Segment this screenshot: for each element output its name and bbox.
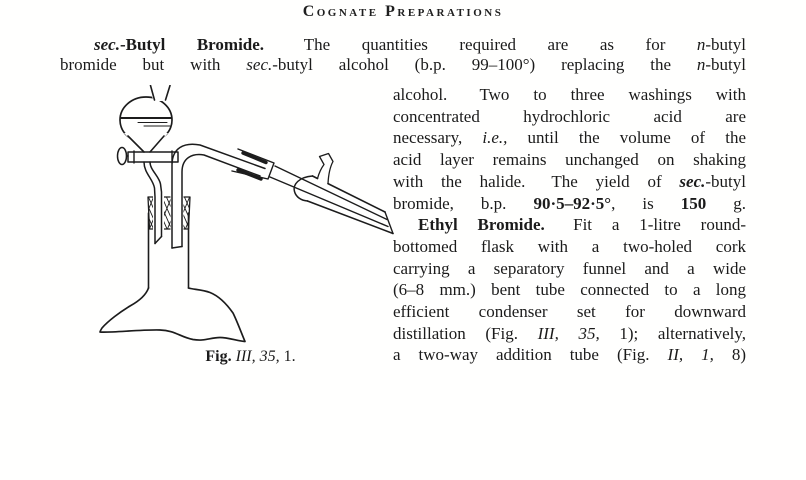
text-line: [393, 279, 746, 301]
text-line: [393, 149, 746, 171]
text-run: III, 35,: [537, 323, 600, 343]
text-run: necessary,: [393, 128, 483, 148]
text-run: alcohol. Two to three washings with: [393, 85, 746, 104]
text-line: [393, 193, 746, 215]
text-run: bromide, b.p.: [393, 193, 534, 213]
text-run: with the halide. The yield of: [393, 171, 680, 191]
figure-caption: [138, 348, 363, 366]
text-run: sec.: [679, 171, 706, 191]
text-line: [138, 348, 363, 366]
text-run: Fit a 1-litre round-: [544, 215, 746, 235]
text-run: 150: [680, 193, 707, 213]
paragraph-top: [60, 35, 746, 74]
text-line: [393, 171, 746, 193]
apparatus-figure: [60, 85, 400, 355]
condenser-icon: [232, 149, 393, 234]
running-head: Cognate Preparations: [302, 3, 504, 20]
text-run: efficient condenser set for downward: [393, 302, 746, 322]
text-run: concentrated hydrochloric acid are: [393, 106, 746, 126]
text-run: g.: [706, 193, 747, 213]
text-run: -butyl: [705, 171, 746, 191]
text-run: III, 35,: [235, 348, 280, 365]
text-run: sec.: [246, 54, 273, 74]
bent-delivery-tube-icon: [172, 144, 265, 248]
text-line: [60, 35, 746, 55]
text-run: sec.: [94, 35, 120, 54]
text-run: n: [696, 35, 706, 54]
text-line: [393, 127, 746, 149]
text-run: 90·5–92·5°: [533, 193, 612, 213]
text-line: [393, 323, 746, 345]
text-line: [393, 84, 746, 106]
text-run: -butyl: [705, 54, 746, 74]
text-run: -butyl: [705, 35, 746, 54]
text-run: carrying a separatory funnel and a wide: [393, 258, 746, 278]
text-run: bottomed flask with a two-holed cork: [393, 236, 746, 256]
text-line: [393, 344, 746, 366]
text-run: 1); alternatively,: [599, 323, 746, 343]
separatory-funnel-icon: [120, 85, 172, 153]
text-run: II, 1,: [667, 345, 714, 365]
text-run: -Butyl Bromide.: [119, 35, 265, 54]
right-text-column: [393, 84, 746, 366]
text-run: -butyl alcohol (b.p. 99–100°) replacing the: [272, 54, 697, 74]
text-line: [60, 55, 746, 75]
text-run: (6–8 mm.) bent tube connected to a long: [393, 280, 746, 300]
text-line: [393, 258, 746, 280]
text-run: bromide but with: [60, 54, 247, 74]
text-run: n: [696, 54, 706, 74]
text-run: Ethyl Bromide.: [418, 215, 545, 235]
text-run: 1.: [279, 348, 296, 365]
text-run: acid layer remains unchanged on shaking: [393, 150, 746, 170]
text-line: [393, 106, 746, 128]
text-run: a two-way addition tube (Fig.: [393, 345, 668, 365]
text-run: , is: [611, 193, 681, 213]
text-run: The quantities required are as for: [264, 35, 697, 54]
text-run: Fig.: [205, 348, 236, 365]
text-line: [393, 214, 746, 236]
text-line: [393, 301, 746, 323]
text-run: i.e.,: [482, 128, 508, 148]
text-run: 8): [713, 345, 746, 365]
text-run: distillation (Fig.: [393, 323, 538, 343]
text-run: until the volume of the: [507, 128, 746, 148]
text-line: [393, 236, 746, 258]
